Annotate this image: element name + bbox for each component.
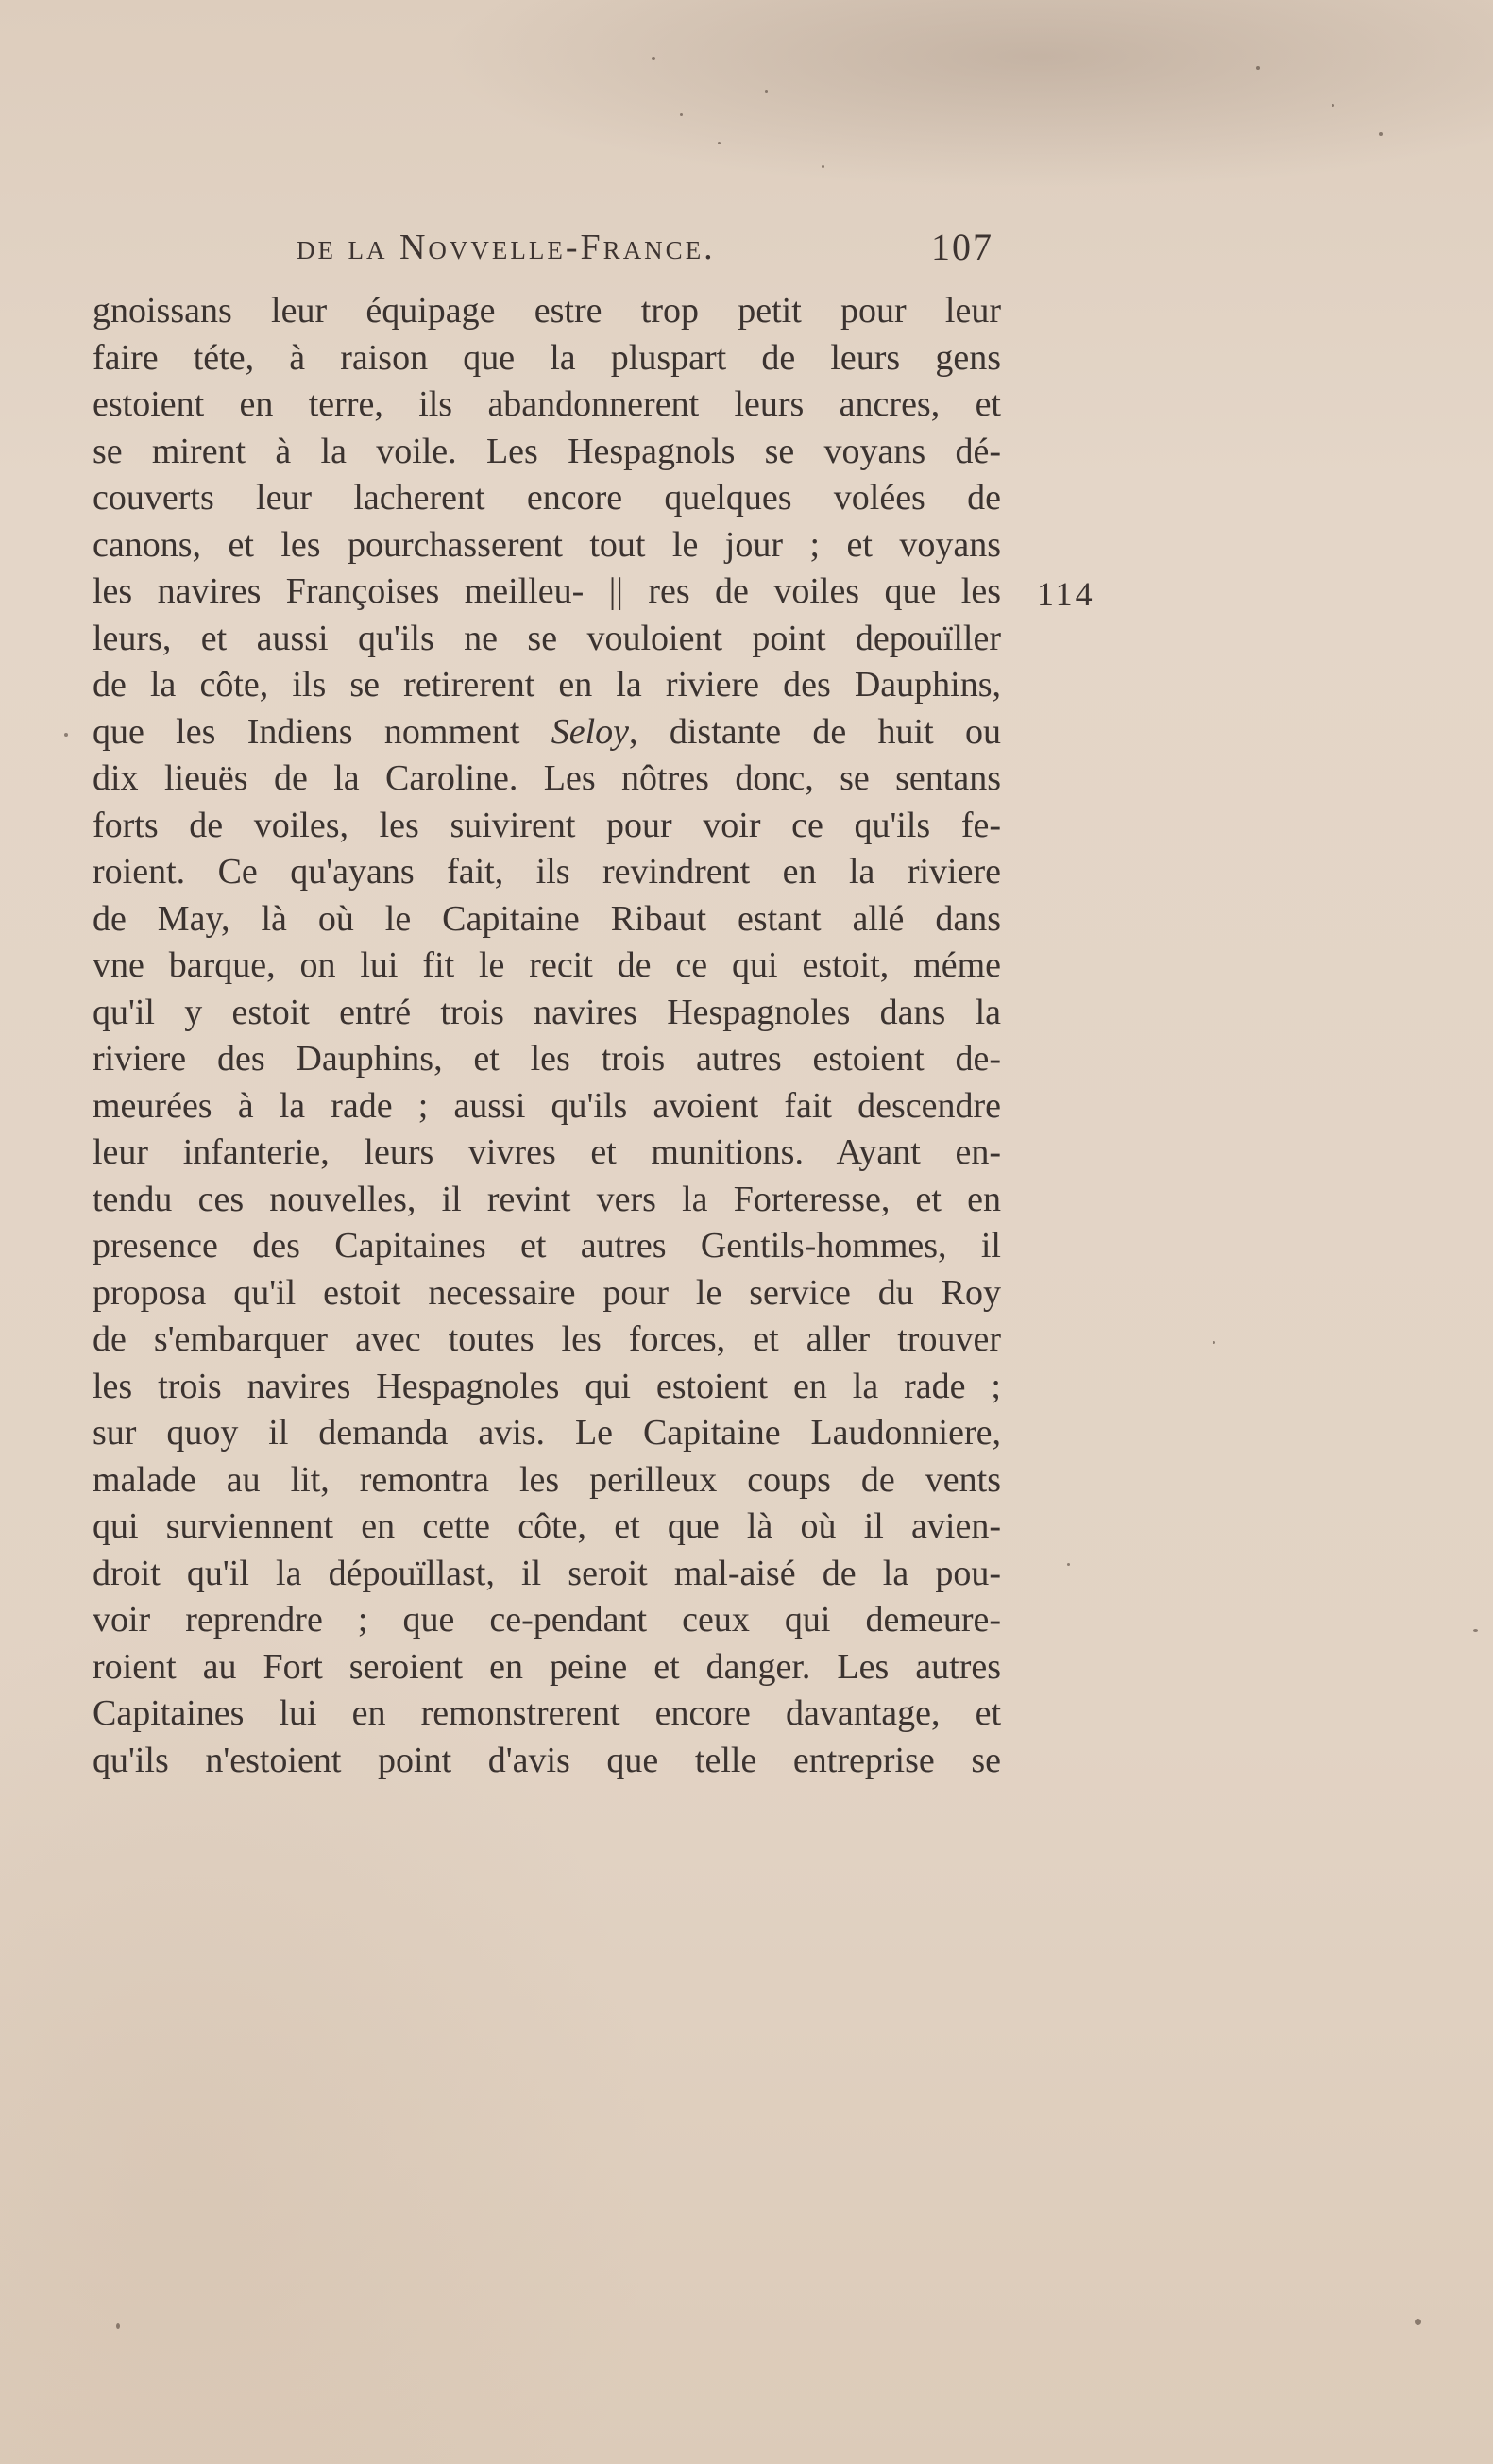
text-line: riviere des Dauphins, et les trois autres estoient de- (93, 1039, 1001, 1079)
text-line: de s'embarquer avec toutes les forces, et aller trouver (93, 1319, 1001, 1359)
text-line: se mirent à la voile. Les Hespagnols se voyans dé- (93, 431, 1001, 471)
text-line: proposa qu'il estoit necessaire pour le service du Roy (93, 1272, 1001, 1313)
text-line: gnoissans leur équipage estre trop petit pour leur (93, 291, 1001, 331)
paper-speck (1213, 1341, 1215, 1344)
paper-speck (822, 165, 824, 168)
text-line: qu'ils n'estoient point d'avis que telle entreprise se (93, 1740, 1001, 1780)
paper-speck (1473, 1629, 1478, 1632)
paper-speck (680, 113, 683, 116)
text-line: de May, là où le Capitaine Ribaut estant allé dans (93, 898, 1001, 939)
paper-speck (116, 2323, 120, 2329)
paper-speck (1067, 1563, 1070, 1566)
italic-place-name: Seloy (551, 711, 630, 752)
text-line: leur infanterie, leurs vivres et munitions. Ayant en- (93, 1132, 1001, 1172)
text-line: les trois navires Hespagnoles qui estoient en la rade ; (93, 1366, 1001, 1406)
paper-speck (1332, 104, 1334, 107)
page-number: 107 (931, 226, 993, 268)
text-line: roient au Fort seroient en peine et danger. Les autres (93, 1646, 1001, 1687)
text-line: forts de voiles, les suivirent pour voir ce qu'ils fe- (93, 805, 1001, 845)
text-line: Capitaines lui en remonstrerent encore davantage, et (93, 1693, 1001, 1733)
paper-speck (1379, 132, 1383, 136)
text-line: droit qu'il la dépouïllast, il seroit mal-aisé de la pou- (93, 1553, 1001, 1593)
text-line: de la côte, ils se retirerent en la riviere des Dauphins, (93, 665, 1001, 705)
paper-speck (765, 90, 768, 93)
text-line: faire téte, à raison que la pluspart de leurs gens (93, 337, 1001, 378)
paper-speck (718, 142, 721, 144)
text-line: estoient en terre, ils abandonnerent leurs ancres, et (93, 384, 1001, 424)
text-line: roient. Ce qu'ayans fait, ils revindrent en la riviere (93, 852, 1001, 892)
running-head: de la Novvelle-France. (297, 228, 716, 267)
text-line: meurées à la rade ; aussi qu'ils avoient fait descendre (93, 1085, 1001, 1126)
text-line: que les Indiens nomment Seloy, distante de huit ou (93, 711, 1001, 752)
text-line: qui surviennent en cette côte, et que là où il avien- (93, 1506, 1001, 1546)
text-line: sur quoy il demanda avis. Le Capitaine Laudonniere, (93, 1413, 1001, 1453)
text-line: les navires Françoises meilleu- || res de voiles que les (93, 571, 1001, 611)
paper-speck (64, 733, 68, 737)
text-line: presence des Capitaines et autres Gentils-hommes, il (93, 1226, 1001, 1266)
margin-page-reference: 114 (1037, 575, 1095, 613)
text-line: qu'il y estoit entré trois navires Hespagnoles dans la (93, 992, 1001, 1032)
text-line: malade au lit, remontra les perilleux coups de vents (93, 1459, 1001, 1500)
text-line: canons, et les pourchasserent tout le jour ; et voyans (93, 524, 1001, 565)
page-header (93, 223, 1001, 270)
text-line: voir reprendre ; que ce-pendant ceux qui demeure- (93, 1600, 1001, 1640)
paper-speck (1256, 66, 1260, 70)
paper-speck (652, 57, 655, 60)
text-line: couverts leur lacherent encore quelques volées de (93, 478, 1001, 518)
text-line: tendu ces nouvelles, il revint vers la Forteresse, et en (93, 1179, 1001, 1219)
text-line: vne barque, on lui fit le recit de ce qui estoit, méme (93, 945, 1001, 985)
body-text (93, 288, 1001, 1784)
text-line: dix lieuës de la Caroline. Les nôtres donc, se sentans (93, 758, 1001, 798)
paper-speck (1415, 2319, 1421, 2325)
text-line: leurs, et aussi qu'ils ne se vouloient point depouïller (93, 618, 1001, 658)
